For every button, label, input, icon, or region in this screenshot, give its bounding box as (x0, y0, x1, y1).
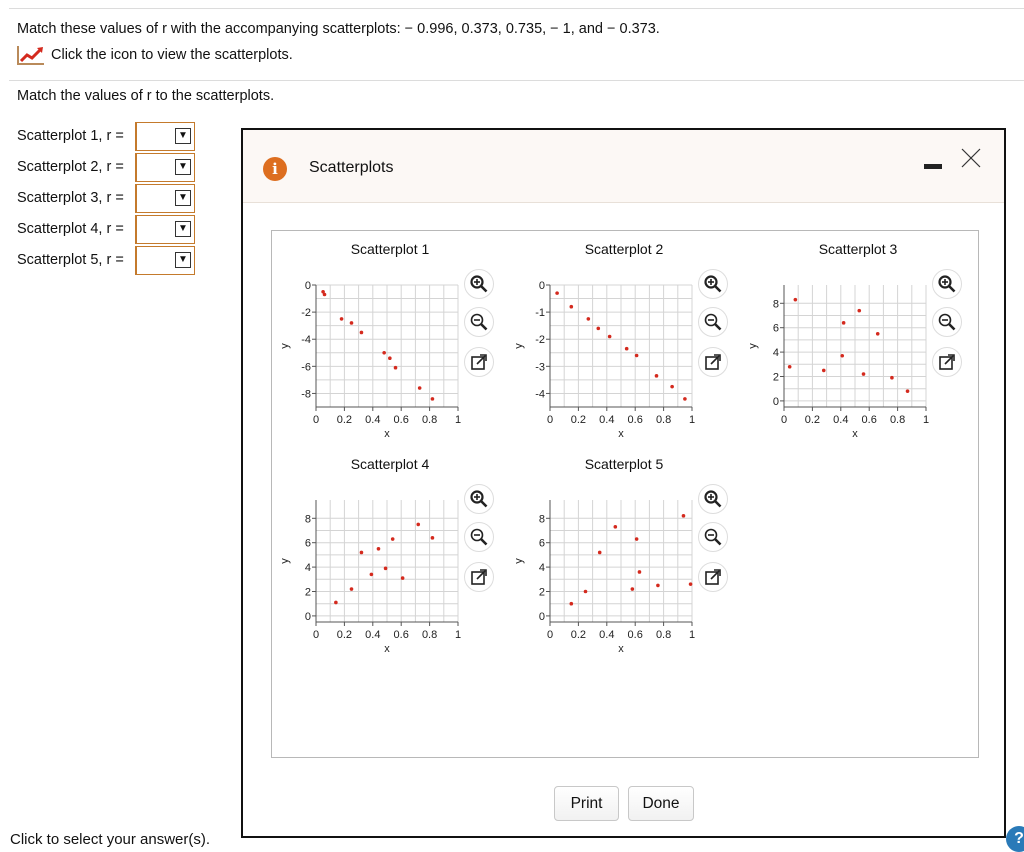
data-point (788, 365, 792, 369)
data-point (840, 354, 844, 358)
scatterplot-title: Scatterplot 1 (350, 241, 430, 257)
dropdown-arrow-icon[interactable]: ▼ (175, 128, 191, 144)
data-point (377, 547, 381, 551)
data-point (584, 590, 588, 594)
magnifier-handle (715, 286, 721, 292)
scatterplot-title: Scatterplot 2 (584, 241, 664, 257)
instruction-text: Match the values of r to the scatterplots. (17, 88, 275, 104)
zoom-in-icon[interactable] (469, 489, 489, 509)
x-tick-label: 0.6 (861, 414, 877, 426)
magnifier-handle (481, 324, 487, 330)
x-tick-label: 1 (454, 629, 462, 641)
popout-icon[interactable] (937, 352, 957, 372)
x-tick-label: 0.4 (599, 629, 615, 641)
data-point (384, 567, 388, 571)
data-point (631, 587, 635, 591)
popout-button[interactable] (464, 562, 494, 592)
popout-icon[interactable] (703, 567, 723, 587)
answer-label-1: Scatterplot 1, r = (17, 128, 124, 144)
data-point (570, 602, 574, 606)
y-tick-label: -1 (535, 307, 545, 320)
x-tick-label: 0 (546, 629, 554, 641)
data-point (635, 354, 639, 358)
popout-button[interactable] (932, 347, 962, 377)
answer-row-4 (17, 214, 195, 244)
magnifier-handle (715, 501, 721, 507)
zoom-out-button[interactable] (464, 307, 494, 337)
data-point (360, 331, 364, 335)
y-tick-label: 8 (304, 513, 311, 526)
x-tick-label: 0.6 (393, 629, 409, 641)
answer-dropdown-2[interactable] (135, 153, 195, 182)
dropdown-arrow-icon[interactable]: ▼ (175, 221, 191, 237)
x-tick-label: 0.6 (627, 629, 643, 641)
y-tick-label: 2 (304, 586, 311, 599)
scatterplot-3 (740, 231, 970, 441)
zoom-in-button[interactable] (698, 484, 728, 514)
y-axis-label: y (747, 343, 759, 349)
y-tick-label: -4 (301, 334, 311, 347)
data-point (614, 525, 618, 529)
data-point (857, 309, 861, 313)
scatterplot-5 (506, 446, 736, 656)
data-point (431, 397, 435, 401)
answer-label-4: Scatterplot 4, r = (17, 221, 124, 237)
scatterplot-2 (506, 231, 736, 441)
y-tick-label: 0 (772, 395, 779, 408)
dialog-header (243, 130, 1004, 203)
scatterplot-svg (272, 231, 472, 441)
x-axis-label: x (852, 428, 858, 440)
magnifier-handle (715, 324, 721, 330)
answer-label-2: Scatterplot 2, r = (17, 159, 124, 175)
x-tick-label: 0 (780, 414, 788, 426)
scatterplots-dialog (241, 128, 1006, 838)
x-tick-label: 0.2 (336, 629, 353, 641)
data-point (401, 576, 405, 580)
data-point (350, 321, 354, 325)
answer-row-2 (17, 152, 195, 182)
dropdown-arrow-icon[interactable]: ▼ (175, 159, 191, 175)
view-scatterplots-link[interactable] (17, 45, 293, 65)
y-tick-label: 0 (538, 610, 545, 623)
zoom-out-icon[interactable] (937, 312, 957, 332)
y-tick-label: 2 (772, 371, 779, 384)
y-tick-label: 0 (538, 280, 545, 292)
answer-dropdown-1[interactable] (135, 122, 195, 151)
data-point (394, 366, 398, 370)
zoom-out-button[interactable] (464, 522, 494, 552)
scatterplots-panel (271, 230, 979, 758)
x-tick-label: 0.8 (655, 414, 672, 426)
popout-button[interactable] (464, 347, 494, 377)
y-axis-label: y (279, 558, 291, 564)
x-tick-label: 0.8 (421, 629, 438, 641)
data-point (388, 356, 392, 360)
zoom-in-button[interactable] (464, 269, 494, 299)
x-tick-label: 0.4 (599, 414, 615, 426)
x-tick-label: 1 (688, 414, 696, 426)
zoom-out-icon[interactable] (703, 312, 723, 332)
close-icon[interactable] (960, 147, 982, 169)
data-point (416, 523, 420, 527)
x-tick-label: 0.2 (804, 414, 821, 426)
help-button[interactable]: ? (1006, 826, 1024, 852)
data-point (360, 551, 364, 555)
data-point (794, 298, 798, 302)
data-point (382, 351, 386, 355)
question-text: Match these values of r with the accompanying scatterplots: − 0.996, 0.373, 0.735, − 1, and − 0.373. (17, 21, 660, 37)
y-tick-label: -8 (301, 388, 311, 401)
dropdown-arrow-icon[interactable]: ▼ (175, 252, 191, 268)
zoom-out-button[interactable] (698, 522, 728, 552)
scatterplot-title: Scatterplot 5 (584, 456, 664, 472)
y-tick-label: 4 (304, 562, 311, 575)
zoom-in-icon[interactable] (937, 274, 957, 294)
data-point (906, 389, 910, 393)
data-point (608, 335, 612, 339)
zoom-in-button[interactable] (464, 484, 494, 514)
magnifier-handle (481, 539, 487, 545)
data-point (890, 376, 894, 380)
x-axis-label: x (618, 643, 624, 655)
x-tick-label: 0.4 (833, 414, 849, 426)
answer-row-3 (17, 183, 195, 213)
answer-dropdown-3[interactable] (135, 184, 195, 213)
scatterplot-svg (272, 446, 472, 656)
y-tick-label: 8 (772, 298, 779, 311)
scatterplot-title: Scatterplot 4 (350, 456, 430, 472)
x-tick-label: 0.8 (889, 414, 906, 426)
y-tick-label: -3 (535, 361, 545, 374)
data-point (625, 347, 629, 351)
popout-icon[interactable] (469, 352, 489, 372)
y-tick-label: 6 (304, 537, 311, 550)
data-point (638, 570, 642, 574)
y-tick-label: -2 (301, 307, 311, 320)
data-point (340, 317, 344, 321)
x-tick-label: 0.2 (336, 414, 353, 426)
scatterplot-title: Scatterplot 3 (818, 241, 898, 257)
data-point (598, 551, 602, 555)
y-axis-label: y (279, 343, 291, 349)
zoom-in-icon[interactable] (703, 489, 723, 509)
data-point (570, 305, 574, 309)
x-tick-label: 0.8 (655, 629, 672, 641)
magnifier-handle (481, 286, 487, 292)
data-point (323, 293, 327, 297)
y-tick-label: 0 (304, 610, 311, 623)
popout-icon[interactable] (469, 567, 489, 587)
x-tick-label: 1 (454, 414, 462, 426)
popout-icon[interactable] (703, 352, 723, 372)
y-tick-label: 0 (304, 280, 311, 292)
print-button[interactable]: Print (554, 786, 619, 821)
data-point (391, 537, 395, 541)
y-axis-label: y (513, 558, 525, 564)
data-point (689, 582, 693, 586)
popout-button[interactable] (698, 562, 728, 592)
zoom-in-icon[interactable] (469, 274, 489, 294)
data-point (370, 573, 374, 577)
scatterplot-1 (272, 231, 502, 441)
status-text: Click to select your answer(s). (10, 831, 211, 848)
minimize-icon[interactable] (924, 164, 942, 169)
y-tick-label: 2 (538, 586, 545, 599)
x-tick-label: 0.6 (627, 414, 643, 426)
data-point (418, 386, 422, 390)
data-point (656, 584, 660, 588)
x-axis-label: x (384, 643, 390, 655)
y-tick-label: 6 (538, 537, 545, 550)
magnifier-handle (949, 286, 955, 292)
x-axis-label: x (384, 428, 390, 440)
data-point (635, 537, 639, 541)
y-tick-label: -2 (535, 334, 545, 347)
answer-dropdown-5[interactable] (135, 246, 195, 275)
x-tick-label: 0.2 (570, 629, 587, 641)
data-point (862, 372, 866, 376)
dropdown-arrow-icon[interactable]: ▼ (175, 190, 191, 206)
y-tick-label: -6 (301, 361, 311, 374)
scatterplot-svg (740, 231, 940, 441)
answer-row-5 (17, 245, 195, 275)
magnifier-handle (949, 324, 955, 330)
data-point (555, 291, 559, 295)
dialog-title: Scatterplots (309, 159, 394, 176)
x-tick-label: 0.2 (570, 414, 587, 426)
y-tick-label: 4 (772, 347, 779, 360)
x-tick-label: 0 (312, 629, 320, 641)
x-tick-label: 0.4 (365, 629, 381, 641)
data-point (682, 514, 686, 518)
x-axis-label: x (618, 428, 624, 440)
data-point (842, 321, 846, 325)
magnifier-handle (715, 539, 721, 545)
y-axis-label: y (513, 343, 525, 349)
done-button[interactable]: Done (628, 786, 694, 821)
data-point (587, 317, 591, 321)
zoom-in-icon[interactable] (703, 274, 723, 294)
zoom-out-button[interactable] (698, 307, 728, 337)
chart-icon[interactable] (17, 45, 45, 65)
zoom-in-button[interactable] (698, 269, 728, 299)
answer-label-3: Scatterplot 3, r = (17, 190, 124, 206)
answer-label-5: Scatterplot 5, r = (17, 252, 124, 268)
zoom-in-button[interactable] (932, 269, 962, 299)
popout-button[interactable] (698, 347, 728, 377)
magnifier-handle (481, 501, 487, 507)
data-point (350, 587, 354, 591)
x-tick-label: 0 (546, 414, 554, 426)
data-point (655, 374, 659, 378)
data-point (596, 327, 600, 331)
y-tick-label: -4 (535, 388, 545, 401)
data-point (334, 601, 338, 605)
y-tick-label: 6 (772, 322, 779, 335)
data-point (670, 385, 674, 389)
x-tick-label: 1 (688, 629, 696, 641)
data-point (822, 369, 826, 373)
x-tick-label: 0.8 (421, 414, 438, 426)
data-point (431, 536, 435, 540)
view-scatterplots-text[interactable]: Click the icon to view the scatterplots. (51, 47, 293, 63)
x-tick-label: 0.6 (393, 414, 409, 426)
scatterplot-svg (506, 231, 706, 441)
zoom-out-button[interactable] (932, 307, 962, 337)
x-tick-label: 0 (312, 414, 320, 426)
zoom-out-icon[interactable] (469, 527, 489, 547)
info-icon: i (263, 157, 287, 181)
x-tick-label: 1 (922, 414, 930, 426)
x-tick-label: 0.4 (365, 414, 381, 426)
y-tick-label: 4 (538, 562, 545, 575)
zoom-out-icon[interactable] (469, 312, 489, 332)
y-tick-label: 8 (538, 513, 545, 526)
scatterplot-4 (272, 446, 502, 656)
zoom-out-icon[interactable] (703, 527, 723, 547)
answer-dropdown-4[interactable] (135, 215, 195, 244)
data-point (683, 397, 687, 401)
data-point (876, 332, 880, 336)
scatterplot-svg (506, 446, 706, 656)
answer-row-1 (17, 121, 195, 151)
